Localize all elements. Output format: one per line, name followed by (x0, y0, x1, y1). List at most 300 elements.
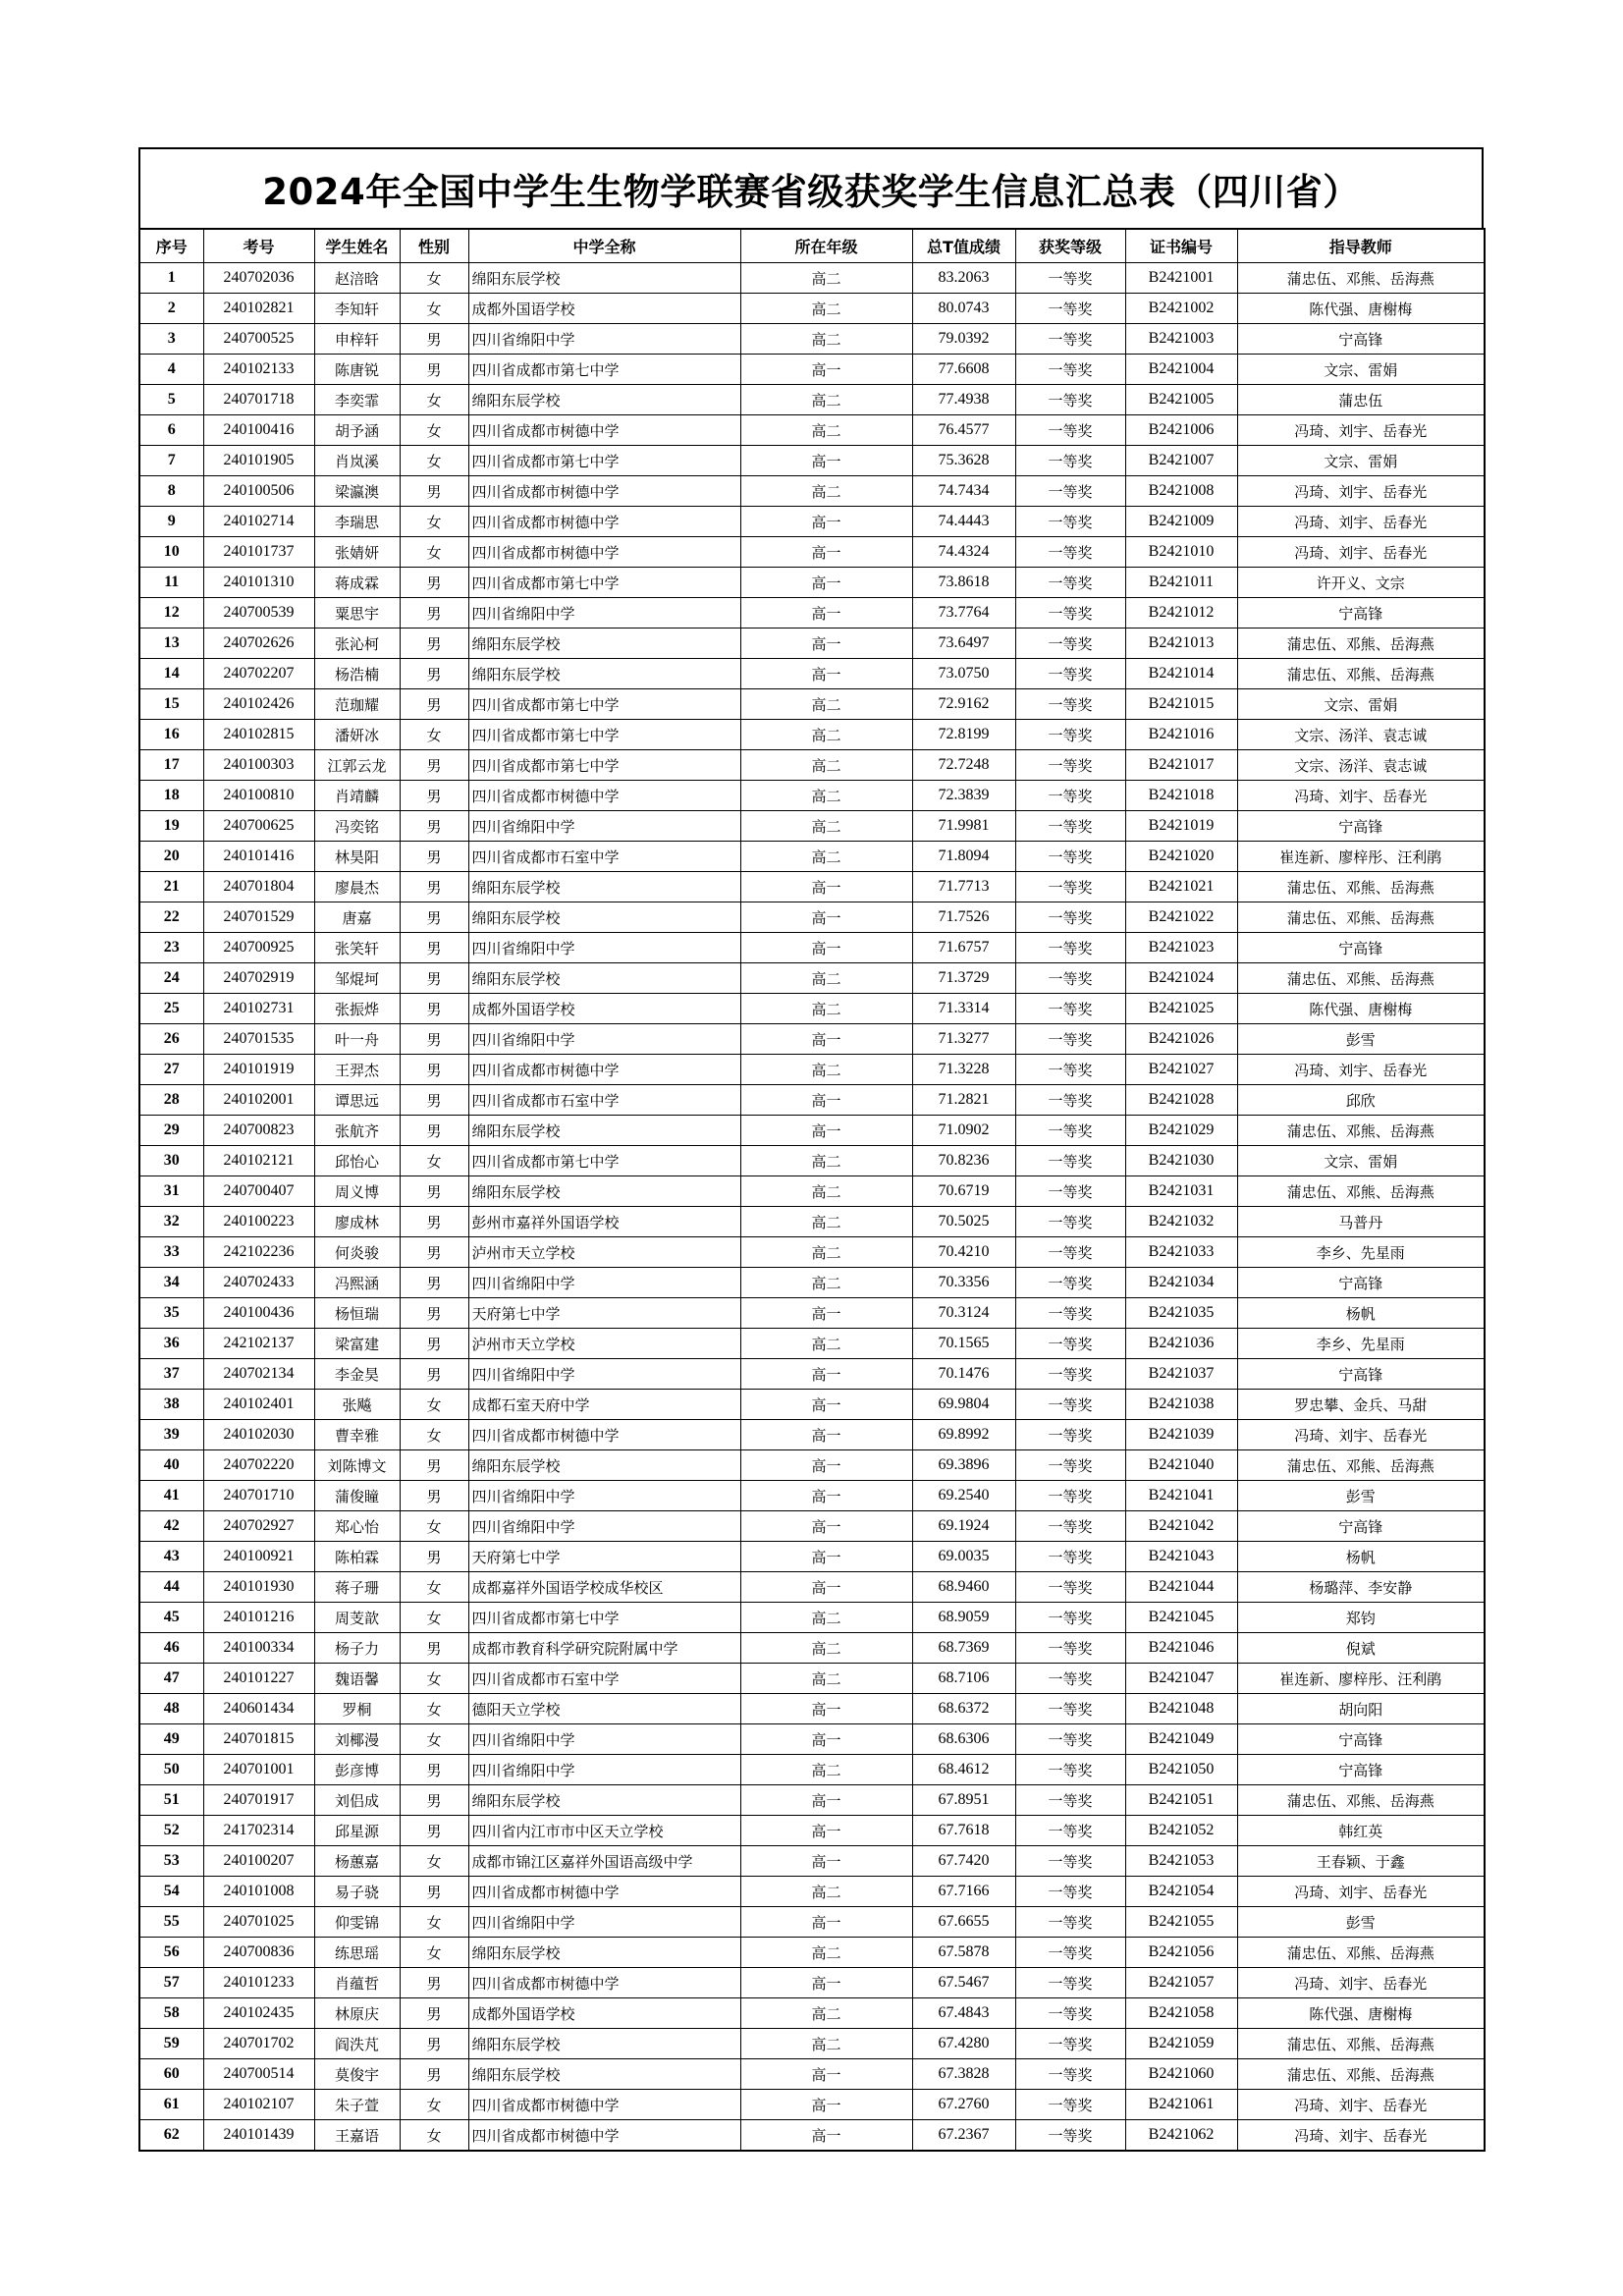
teacher-cell: 崔连新、廖梓彤、汪利鹃 (1237, 842, 1485, 872)
award-cell: 一等奖 (1015, 781, 1125, 811)
school-cell: 四川省成都市石室中学 (468, 1664, 740, 1694)
grade-cell: 高一 (740, 1359, 912, 1390)
grade-cell: 高一 (740, 933, 912, 963)
table-row (139, 385, 1485, 415)
gender-cell: 男 (400, 355, 468, 385)
teacher-cell: 蒲忠伍、邓熊、岳海燕 (1237, 1450, 1485, 1481)
score-cell: 71.0902 (912, 1116, 1015, 1146)
gender-cell: 男 (400, 1877, 468, 1907)
exam-no-cell: 240701025 (203, 1907, 314, 1938)
teacher-cell: 宁高锋 (1237, 1755, 1485, 1785)
student-name-cell: 范珈耀 (314, 689, 400, 720)
grade-cell: 高二 (740, 1207, 912, 1237)
score-cell: 73.0750 (912, 659, 1015, 689)
grade-cell: 高二 (740, 1268, 912, 1298)
student-name-cell: 梁富建 (314, 1329, 400, 1359)
teacher-cell: 蒲忠伍、邓熊、岳海燕 (1237, 659, 1485, 689)
seq-cell: 17 (139, 750, 203, 781)
exam-no-cell: 240700625 (203, 811, 314, 842)
table-row (139, 1146, 1485, 1176)
award-cell: 一等奖 (1015, 1816, 1125, 1846)
grade-cell: 高二 (740, 1877, 912, 1907)
table-row (139, 415, 1485, 446)
school-cell: 四川省绵阳中学 (468, 1268, 740, 1298)
table-row (139, 1055, 1485, 1085)
score-cell: 69.3896 (912, 1450, 1015, 1481)
grade-cell: 高二 (740, 1055, 912, 1085)
table-row (139, 1938, 1485, 1968)
score-cell: 80.0743 (912, 294, 1015, 324)
seq-cell: 16 (139, 720, 203, 750)
score-cell: 70.8236 (912, 1146, 1015, 1176)
grade-cell: 高一 (740, 629, 912, 659)
col-header-grade: 所在年级 (740, 229, 912, 263)
gender-cell: 男 (400, 2029, 468, 2059)
teacher-cell: 胡向阳 (1237, 1694, 1485, 1724)
table-row (139, 963, 1485, 994)
cert-no-cell: B2421041 (1125, 1481, 1237, 1511)
exam-no-cell: 240701710 (203, 1481, 314, 1511)
student-name-cell: 粟思宇 (314, 598, 400, 629)
col-header-exam-no: 考号 (203, 229, 314, 263)
score-cell: 71.8094 (912, 842, 1015, 872)
school-cell: 四川省成都市树德中学 (468, 507, 740, 537)
exam-no-cell: 240702207 (203, 659, 314, 689)
score-cell: 71.6757 (912, 933, 1015, 963)
teacher-cell: 宁高锋 (1237, 1359, 1485, 1390)
table-row (139, 872, 1485, 902)
award-cell: 一等奖 (1015, 1755, 1125, 1785)
table-row (139, 629, 1485, 659)
table-row (139, 507, 1485, 537)
award-cell: 一等奖 (1015, 994, 1125, 1024)
score-cell: 68.6306 (912, 1724, 1015, 1755)
student-name-cell: 易子骁 (314, 1877, 400, 1907)
school-cell: 四川省成都市树德中学 (468, 1877, 740, 1907)
seq-cell: 4 (139, 355, 203, 385)
seq-cell: 32 (139, 1207, 203, 1237)
student-name-cell: 练思瑶 (314, 1938, 400, 1968)
table-row (139, 720, 1485, 750)
exam-no-cell: 240601434 (203, 1694, 314, 1724)
score-cell: 73.7764 (912, 598, 1015, 629)
gender-cell: 女 (400, 2090, 468, 2120)
teacher-cell: 李乡、先星雨 (1237, 1237, 1485, 1268)
gender-cell: 女 (400, 1724, 468, 1755)
gender-cell: 女 (400, 1511, 468, 1542)
seq-cell: 31 (139, 1176, 203, 1207)
cert-no-cell: B2421040 (1125, 1450, 1237, 1481)
seq-cell: 24 (139, 963, 203, 994)
award-cell: 一等奖 (1015, 324, 1125, 355)
student-name-cell: 阎泆芃 (314, 2029, 400, 2059)
school-cell: 四川省成都市树德中学 (468, 476, 740, 507)
teacher-cell: 宁高锋 (1237, 598, 1485, 629)
grade-cell: 高二 (740, 385, 912, 415)
teacher-cell: 宁高锋 (1237, 811, 1485, 842)
col-header-teacher: 指导教师 (1237, 229, 1485, 263)
score-cell: 67.5878 (912, 1938, 1015, 1968)
seq-cell: 37 (139, 1359, 203, 1390)
seq-cell: 23 (139, 933, 203, 963)
school-cell: 成都外国语学校 (468, 1998, 740, 2029)
student-name-cell: 仰雯锦 (314, 1907, 400, 1938)
table-row (139, 1450, 1485, 1481)
award-cell: 一等奖 (1015, 1024, 1125, 1055)
grade-cell: 高二 (740, 415, 912, 446)
exam-no-cell: 240102815 (203, 720, 314, 750)
gender-cell: 男 (400, 568, 468, 598)
score-cell: 73.6497 (912, 629, 1015, 659)
teacher-cell: 文宗、雷娟 (1237, 1146, 1485, 1176)
teacher-cell: 杨璐萍、李安静 (1237, 1572, 1485, 1603)
student-name-cell: 蒋子珊 (314, 1572, 400, 1603)
table-row (139, 568, 1485, 598)
seq-cell: 50 (139, 1755, 203, 1785)
exam-no-cell: 240702134 (203, 1359, 314, 1390)
exam-no-cell: 240102030 (203, 1420, 314, 1450)
student-name-cell: 何炎骏 (314, 1237, 400, 1268)
grade-cell: 高一 (740, 902, 912, 933)
gender-cell: 男 (400, 994, 468, 1024)
student-name-cell: 张沁柯 (314, 629, 400, 659)
seq-cell: 5 (139, 385, 203, 415)
exam-no-cell: 240701702 (203, 2029, 314, 2059)
cert-no-cell: B2421007 (1125, 446, 1237, 476)
grade-cell: 高一 (740, 1542, 912, 1572)
teacher-cell: 邱欣 (1237, 1085, 1485, 1116)
teacher-cell: 宁高锋 (1237, 933, 1485, 963)
student-name-cell: 刘椰漫 (314, 1724, 400, 1755)
seq-cell: 54 (139, 1877, 203, 1907)
award-cell: 一等奖 (1015, 1085, 1125, 1116)
student-name-cell: 李知轩 (314, 294, 400, 324)
table-row (139, 1085, 1485, 1116)
gender-cell: 男 (400, 629, 468, 659)
award-cell: 一等奖 (1015, 2090, 1125, 2120)
table-row (139, 659, 1485, 689)
school-cell: 四川省绵阳中学 (468, 1907, 740, 1938)
school-cell: 绵阳东辰学校 (468, 1176, 740, 1207)
col-header-cert-no: 证书编号 (1125, 229, 1237, 263)
score-cell: 75.3628 (912, 446, 1015, 476)
seq-cell: 41 (139, 1481, 203, 1511)
exam-no-cell: 240701804 (203, 872, 314, 902)
seq-cell: 6 (139, 415, 203, 446)
award-cell: 一等奖 (1015, 872, 1125, 902)
cert-no-cell: B2421044 (1125, 1572, 1237, 1603)
teacher-cell: 蒲忠伍 (1237, 385, 1485, 415)
table-row (139, 1968, 1485, 1998)
student-name-cell: 杨恒瑞 (314, 1298, 400, 1329)
cert-no-cell: B2421046 (1125, 1633, 1237, 1664)
grade-cell: 高二 (740, 963, 912, 994)
award-cell: 一等奖 (1015, 2120, 1125, 2152)
award-cell: 一等奖 (1015, 842, 1125, 872)
gender-cell: 男 (400, 1359, 468, 1390)
gender-cell: 女 (400, 1846, 468, 1877)
col-header-student-name: 学生姓名 (314, 229, 400, 263)
teacher-cell: 冯琦、刘宇、岳春光 (1237, 781, 1485, 811)
cert-no-cell: B2421006 (1125, 415, 1237, 446)
grade-cell: 高二 (740, 476, 912, 507)
exam-no-cell: 240700525 (203, 324, 314, 355)
award-cell: 一等奖 (1015, 1877, 1125, 1907)
student-name-cell: 周义博 (314, 1176, 400, 1207)
seq-cell: 14 (139, 659, 203, 689)
award-cell: 一等奖 (1015, 1176, 1125, 1207)
gender-cell: 男 (400, 1116, 468, 1146)
seq-cell: 25 (139, 994, 203, 1024)
score-cell: 68.6372 (912, 1694, 1015, 1724)
teacher-cell: 蒲忠伍、邓熊、岳海燕 (1237, 1938, 1485, 1968)
score-cell: 67.7618 (912, 1816, 1015, 1846)
score-cell: 76.4577 (912, 415, 1015, 446)
score-cell: 71.3277 (912, 1024, 1015, 1055)
student-name-cell: 李金昊 (314, 1359, 400, 1390)
cert-no-cell: B2421027 (1125, 1055, 1237, 1085)
seq-cell: 34 (139, 1268, 203, 1298)
award-cell: 一等奖 (1015, 1329, 1125, 1359)
award-cell: 一等奖 (1015, 933, 1125, 963)
seq-cell: 20 (139, 842, 203, 872)
award-cell: 一等奖 (1015, 355, 1125, 385)
teacher-cell: 文宗、汤洋、袁志诚 (1237, 720, 1485, 750)
teacher-cell: 马普丹 (1237, 1207, 1485, 1237)
table-row (139, 1633, 1485, 1664)
student-name-cell: 肖蕴哲 (314, 1968, 400, 1998)
seq-cell: 39 (139, 1420, 203, 1450)
cert-no-cell: B2421054 (1125, 1877, 1237, 1907)
exam-no-cell: 242102137 (203, 1329, 314, 1359)
award-cell: 一等奖 (1015, 1572, 1125, 1603)
school-cell: 四川省成都市树德中学 (468, 2090, 740, 2120)
teacher-cell: 冯琦、刘宇、岳春光 (1237, 1420, 1485, 1450)
seq-cell: 3 (139, 324, 203, 355)
cert-no-cell: B2421013 (1125, 629, 1237, 659)
grade-cell: 高二 (740, 720, 912, 750)
cert-no-cell: B2421032 (1125, 1207, 1237, 1237)
grade-cell: 高一 (740, 1390, 912, 1420)
award-cell: 一等奖 (1015, 1938, 1125, 1968)
score-cell: 70.3356 (912, 1268, 1015, 1298)
seq-cell: 26 (139, 1024, 203, 1055)
score-cell: 67.2367 (912, 2120, 1015, 2152)
gender-cell: 女 (400, 1907, 468, 1938)
award-cell: 一等奖 (1015, 720, 1125, 750)
seq-cell: 9 (139, 507, 203, 537)
award-cell: 一等奖 (1015, 1785, 1125, 1816)
table-row (139, 1237, 1485, 1268)
exam-no-cell: 240101737 (203, 537, 314, 568)
grade-cell: 高一 (740, 598, 912, 629)
gender-cell: 男 (400, 1176, 468, 1207)
grade-cell: 高一 (740, 1511, 912, 1542)
school-cell: 绵阳东辰学校 (468, 263, 740, 294)
score-cell: 72.3839 (912, 781, 1015, 811)
score-cell: 68.7369 (912, 1633, 1015, 1664)
cert-no-cell: B2421048 (1125, 1694, 1237, 1724)
seq-cell: 51 (139, 1785, 203, 1816)
student-name-cell: 肖靖麟 (314, 781, 400, 811)
teacher-cell: 许开义、文宗 (1237, 568, 1485, 598)
award-cell: 一等奖 (1015, 1237, 1125, 1268)
gender-cell: 女 (400, 507, 468, 537)
award-cell: 一等奖 (1015, 902, 1125, 933)
score-cell: 71.3729 (912, 963, 1015, 994)
score-cell: 79.0392 (912, 324, 1015, 355)
exam-no-cell: 240101233 (203, 1968, 314, 1998)
table-row (139, 1785, 1485, 1816)
award-cell: 一等奖 (1015, 2059, 1125, 2090)
student-name-cell: 江郭云龙 (314, 750, 400, 781)
table-row (139, 994, 1485, 1024)
student-name-cell: 曹幸雅 (314, 1420, 400, 1450)
score-cell: 74.7434 (912, 476, 1015, 507)
grade-cell: 高二 (740, 781, 912, 811)
student-name-cell: 莫俊宇 (314, 2059, 400, 2090)
gender-cell: 男 (400, 1329, 468, 1359)
seq-cell: 45 (139, 1603, 203, 1633)
table-row (139, 1542, 1485, 1572)
exam-no-cell: 240100223 (203, 1207, 314, 1237)
grade-cell: 高二 (740, 263, 912, 294)
grade-cell: 高一 (740, 1481, 912, 1511)
table-row (139, 1877, 1485, 1907)
seq-cell: 18 (139, 781, 203, 811)
gender-cell: 男 (400, 1268, 468, 1298)
exam-no-cell: 240102107 (203, 2090, 314, 2120)
gender-cell: 男 (400, 842, 468, 872)
student-name-cell: 胡予涵 (314, 415, 400, 446)
col-header-gender: 性别 (400, 229, 468, 263)
award-cell: 一等奖 (1015, 659, 1125, 689)
award-cell: 一等奖 (1015, 1298, 1125, 1329)
exam-no-cell: 240700407 (203, 1176, 314, 1207)
exam-no-cell: 240700823 (203, 1116, 314, 1146)
exam-no-cell: 240701529 (203, 902, 314, 933)
award-cell: 一等奖 (1015, 1998, 1125, 2029)
gender-cell: 男 (400, 1298, 468, 1329)
school-cell: 四川省成都市第七中学 (468, 750, 740, 781)
gender-cell: 男 (400, 1998, 468, 2029)
grade-cell: 高一 (740, 1846, 912, 1877)
cert-no-cell: B2421026 (1125, 1024, 1237, 1055)
grade-cell: 高二 (740, 994, 912, 1024)
grade-cell: 高二 (740, 1664, 912, 1694)
teacher-cell: 彭雪 (1237, 1907, 1485, 1938)
exam-no-cell: 240700514 (203, 2059, 314, 2090)
exam-no-cell: 240101905 (203, 446, 314, 476)
grade-cell: 高一 (740, 1298, 912, 1329)
exam-no-cell: 240101008 (203, 1877, 314, 1907)
student-name-cell: 魏语馨 (314, 1664, 400, 1694)
cert-no-cell: B2421011 (1125, 568, 1237, 598)
gender-cell: 女 (400, 1146, 468, 1176)
student-name-cell: 杨浩楠 (314, 659, 400, 689)
score-cell: 71.7713 (912, 872, 1015, 902)
seq-cell: 15 (139, 689, 203, 720)
score-cell: 67.7166 (912, 1877, 1015, 1907)
gender-cell: 男 (400, 963, 468, 994)
cert-no-cell: B2421020 (1125, 842, 1237, 872)
score-cell: 67.5467 (912, 1968, 1015, 1998)
school-cell: 四川省绵阳中学 (468, 933, 740, 963)
teacher-cell: 杨帆 (1237, 1542, 1485, 1572)
score-cell: 68.9059 (912, 1603, 1015, 1633)
seq-cell: 44 (139, 1572, 203, 1603)
gender-cell: 女 (400, 1572, 468, 1603)
score-cell: 67.4280 (912, 2029, 1015, 2059)
student-name-cell: 廖成林 (314, 1207, 400, 1237)
score-cell: 69.0035 (912, 1542, 1015, 1572)
teacher-cell: 冯琦、刘宇、岳春光 (1237, 1968, 1485, 1998)
score-cell: 77.4938 (912, 385, 1015, 415)
gender-cell: 男 (400, 1207, 468, 1237)
cert-no-cell: B2421021 (1125, 872, 1237, 902)
student-name-cell: 叶一舟 (314, 1024, 400, 1055)
score-cell: 70.6719 (912, 1176, 1015, 1207)
score-cell: 70.5025 (912, 1207, 1015, 1237)
cert-no-cell: B2421019 (1125, 811, 1237, 842)
gender-cell: 男 (400, 2059, 468, 2090)
teacher-cell: 杨帆 (1237, 1298, 1485, 1329)
teacher-cell: 韩红英 (1237, 1816, 1485, 1846)
teacher-cell: 蒲忠伍、邓熊、岳海燕 (1237, 1176, 1485, 1207)
exam-no-cell: 241702314 (203, 1816, 314, 1846)
award-cell: 一等奖 (1015, 1542, 1125, 1572)
gender-cell: 男 (400, 902, 468, 933)
school-cell: 成都市教育科学研究院附属中学 (468, 1633, 740, 1664)
score-cell: 67.4843 (912, 1998, 1015, 2029)
school-cell: 绵阳东辰学校 (468, 1785, 740, 1816)
gender-cell: 男 (400, 1633, 468, 1664)
gender-cell: 男 (400, 689, 468, 720)
cert-no-cell: B2421002 (1125, 294, 1237, 324)
seq-cell: 46 (139, 1633, 203, 1664)
gender-cell: 男 (400, 659, 468, 689)
teacher-cell: 蒲忠伍、邓熊、岳海燕 (1237, 1785, 1485, 1816)
table-row (139, 1420, 1485, 1450)
score-cell: 71.2821 (912, 1085, 1015, 1116)
page-title: 2024年全国中学生生物学联赛省级获奖学生信息汇总表（四川省） (262, 171, 1360, 213)
gender-cell: 男 (400, 598, 468, 629)
grade-cell: 高二 (740, 1603, 912, 1633)
table-row (139, 1481, 1485, 1511)
seq-cell: 21 (139, 872, 203, 902)
score-cell: 67.3828 (912, 2059, 1015, 2090)
grade-cell: 高一 (740, 2090, 912, 2120)
student-name-cell: 林原庆 (314, 1998, 400, 2029)
student-name-cell: 杨蕙嘉 (314, 1846, 400, 1877)
gender-cell: 男 (400, 781, 468, 811)
school-cell: 四川省成都市第七中学 (468, 568, 740, 598)
grade-cell: 高二 (740, 1755, 912, 1785)
teacher-cell: 蒲忠伍、邓熊、岳海燕 (1237, 263, 1485, 294)
student-name-cell: 潘妍冰 (314, 720, 400, 750)
seq-cell: 30 (139, 1146, 203, 1176)
school-cell: 四川省成都市树德中学 (468, 2120, 740, 2152)
seq-cell: 52 (139, 1816, 203, 1846)
school-cell: 成都嘉祥外国语学校成华校区 (468, 1572, 740, 1603)
seq-cell: 33 (139, 1237, 203, 1268)
gender-cell: 男 (400, 1481, 468, 1511)
grade-cell: 高一 (740, 872, 912, 902)
cert-no-cell: B2421005 (1125, 385, 1237, 415)
grade-cell: 高一 (740, 1816, 912, 1846)
student-name-cell: 陈柏霖 (314, 1542, 400, 1572)
school-cell: 成都市锦江区嘉祥外国语高级中学 (468, 1846, 740, 1877)
